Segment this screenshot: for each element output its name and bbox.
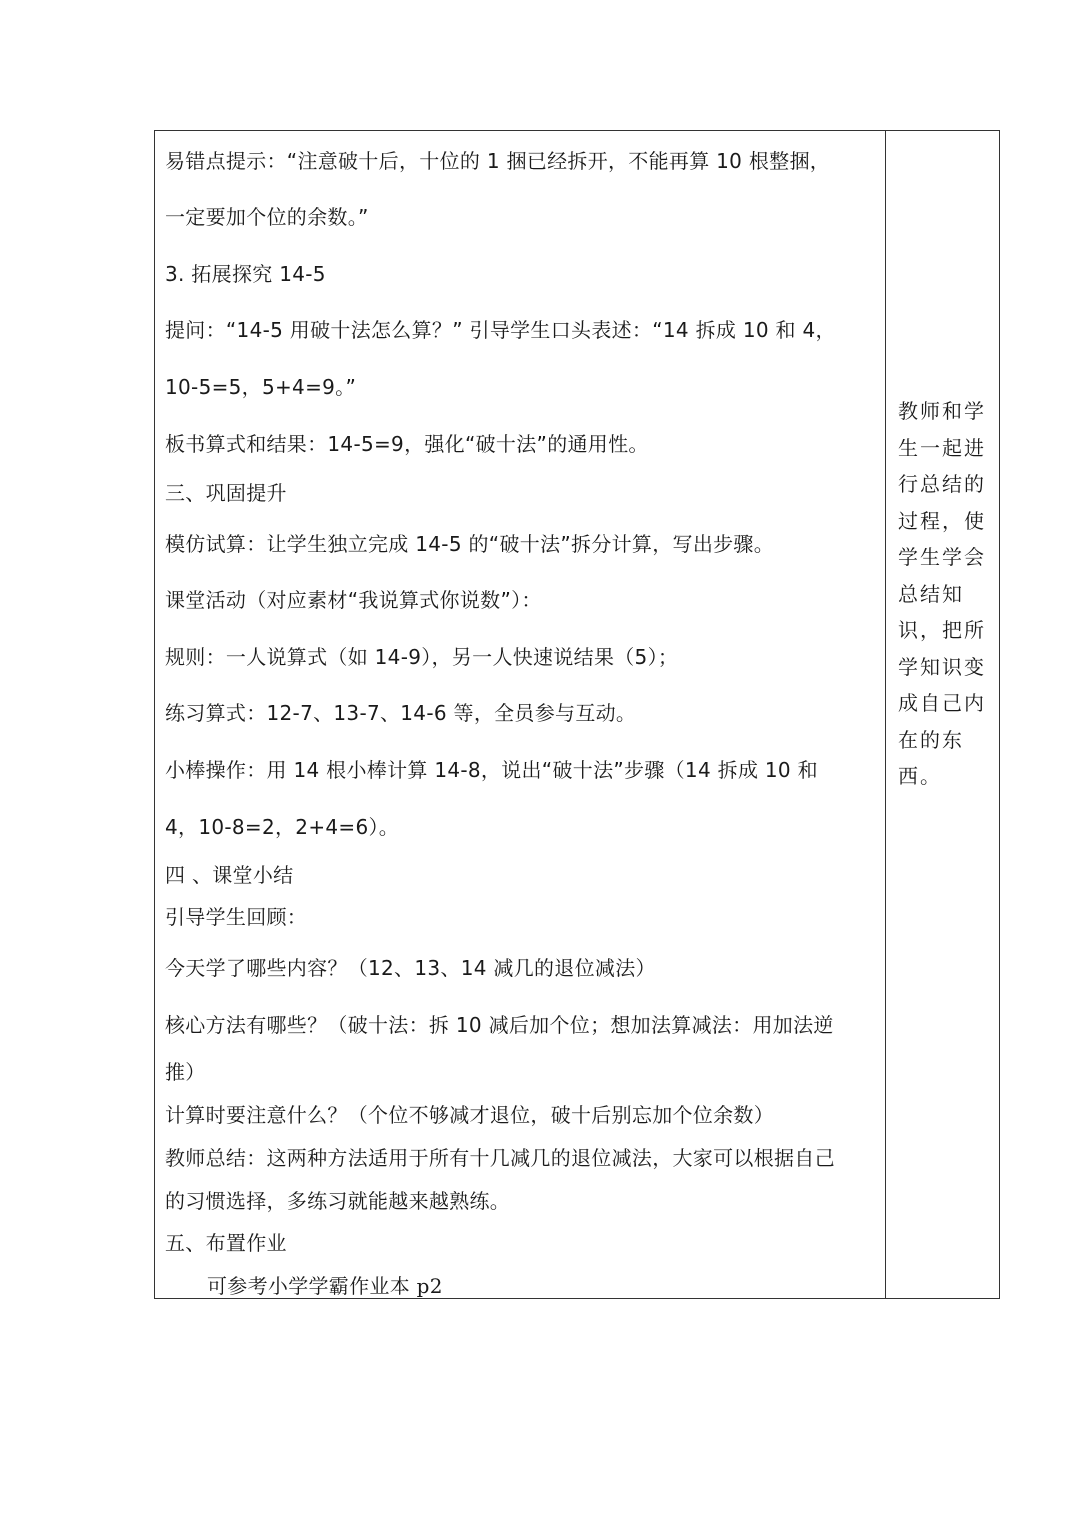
- text-line: 推）: [165, 1060, 206, 1084]
- design-intent-cell: [886, 131, 999, 1298]
- text-line: 计算时要注意什么？（个位不够减才退位，破十后别忘加个位余数）: [165, 1103, 774, 1127]
- text-line: 小棒操作：用 14 根小棒计算 14-8，说出“破十法”步骤（14 拆成 10 和: [165, 758, 818, 782]
- text-line: 易错点提示：“注意破十后，十位的 1 捆已经拆开，不能再算 10 根整捆，: [165, 149, 831, 173]
- text-line: 一定要加个位的余数。”: [165, 205, 369, 229]
- text-line: 今天学了哪些内容？（12、13、14 减几的退位减法）: [165, 956, 656, 980]
- section-heading: 四 、课堂小结: [165, 863, 294, 887]
- text-line: 4，10-8=2，2+4=6）。: [165, 815, 400, 839]
- text-line: 10-5=5，5+4=9。”: [165, 375, 357, 399]
- text-line: 核心方法有哪些？（破十法：拆 10 减后加个位；想加法算减法：用加法逆: [165, 1013, 834, 1037]
- section-heading: 三、巩固提升: [165, 481, 287, 505]
- text-line: 的习惯选择，多练习就能越来越熟练。: [165, 1189, 511, 1213]
- text-line: 提问：“14-5 用破十法怎么算？” 引导学生口头表述：“14 拆成 10 和 4，: [165, 318, 836, 342]
- text-line: 练习算式：12-7、13-7、14-6 等，全员参与互动。: [165, 701, 637, 725]
- side-note: 教师和学生一起进行总结的过程，使学生学会总结知识，把所学知识变成自己内在的东西。: [898, 399, 986, 788]
- text-line: 引导学生回顾：: [165, 905, 308, 929]
- text-line: 板书算式和结果：14-5=9，强化“破十法”的通用性。: [165, 432, 649, 456]
- text-line: 模仿试算：让学生独立完成 14-5 的“破十法”拆分计算，写出步骤。: [165, 532, 775, 556]
- section-heading: 五、布置作业: [165, 1231, 287, 1255]
- text-line: 3. 拓展探究 14-5: [165, 262, 326, 286]
- text-line: 教师总结：这两种方法适用于所有十几减几的退位减法，大家可以根据自己: [165, 1146, 835, 1170]
- text-line: 规则：一人说算式（如 14-9），另一人快速说结果（5）；: [165, 645, 679, 669]
- homework-line: 可参考小学学霸作业本 p2: [207, 1274, 443, 1298]
- teaching-process-cell: [155, 131, 886, 1298]
- lesson-plan-table: [154, 130, 1000, 1299]
- text-line: 课堂活动（对应素材“我说算式你说数”）：: [165, 588, 542, 612]
